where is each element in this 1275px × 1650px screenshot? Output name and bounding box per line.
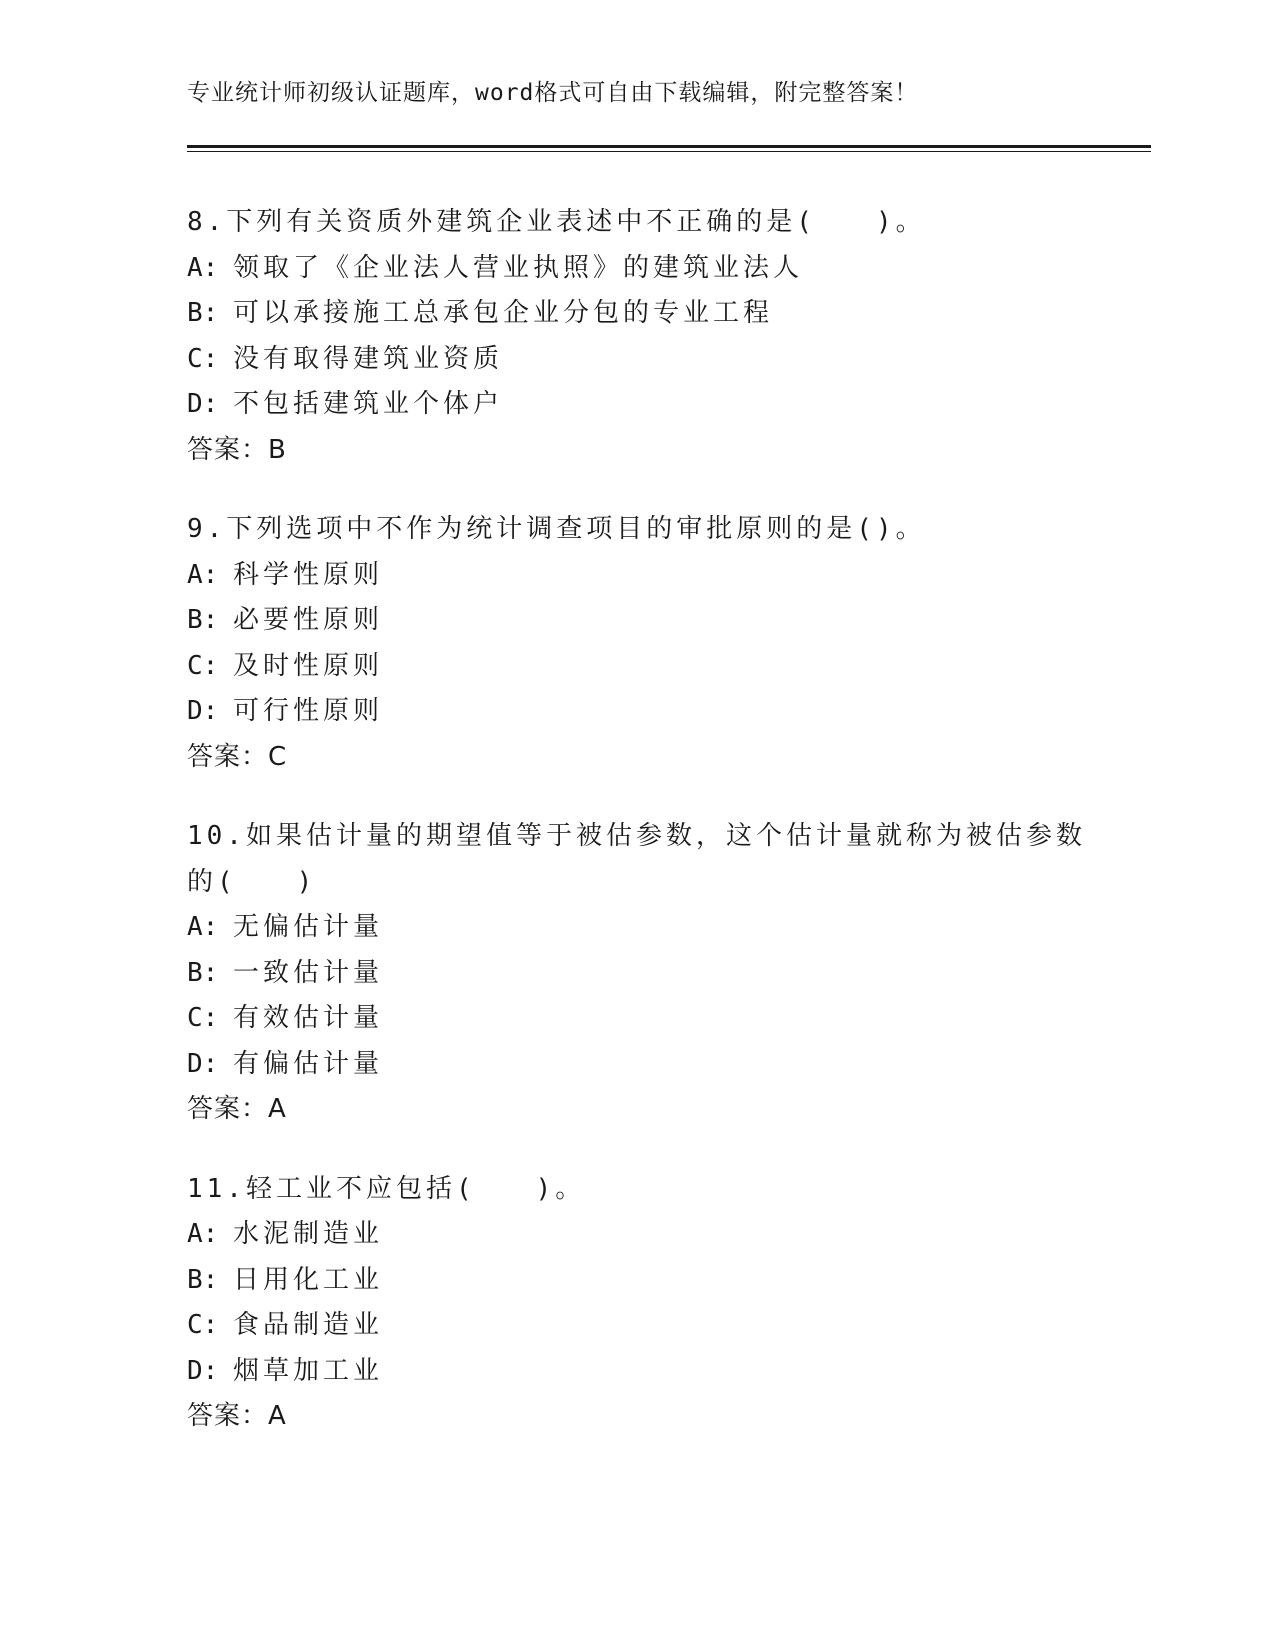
option-letter: D: bbox=[187, 1355, 219, 1386]
option-text: 必要性原则 bbox=[233, 605, 384, 635]
option-text: 一致估计量 bbox=[233, 957, 384, 988]
option-b bbox=[187, 291, 1151, 337]
question-list bbox=[187, 200, 1151, 1474]
option-d bbox=[187, 1042, 1151, 1088]
option-text: 可行性原则 bbox=[233, 696, 384, 726]
option-letter: A: bbox=[187, 559, 219, 590]
option-b bbox=[187, 598, 1151, 644]
option-text: 及时性原则 bbox=[233, 650, 384, 681]
page-header: 专业统计师初级认证题库，word格式可自由下载编辑，附完整答案！ bbox=[187, 80, 919, 106]
header-rule-thick bbox=[187, 145, 1151, 148]
option-a bbox=[187, 553, 1151, 599]
option-text: 领取了《企业法人营业执照》的建筑业法人 bbox=[233, 252, 804, 283]
option-letter: B: bbox=[187, 298, 219, 328]
option-text: 日用化工业 bbox=[233, 1264, 384, 1295]
option-text: 可以承接施工总承包企业分包的专业工程 bbox=[233, 298, 774, 328]
option-letter: B: bbox=[187, 957, 219, 988]
option-letter: C: bbox=[187, 1003, 219, 1033]
question-9 bbox=[187, 507, 1151, 780]
option-d bbox=[187, 382, 1151, 428]
option-c bbox=[187, 337, 1151, 383]
option-letter: C: bbox=[187, 343, 219, 374]
option-a bbox=[187, 1212, 1151, 1258]
option-c bbox=[187, 1303, 1151, 1349]
option-letter: C: bbox=[187, 1310, 219, 1340]
answer-line: 答案：B bbox=[187, 434, 287, 465]
option-letter: A: bbox=[187, 1219, 219, 1249]
option-c bbox=[187, 996, 1151, 1042]
option-d bbox=[187, 1349, 1151, 1395]
option-letter: D: bbox=[187, 1048, 219, 1079]
option-b bbox=[187, 1258, 1151, 1304]
option-b bbox=[187, 951, 1151, 997]
answer-line: 答案：C bbox=[187, 741, 288, 772]
option-a bbox=[187, 246, 1151, 292]
question-10 bbox=[187, 814, 1151, 1133]
option-letter: B: bbox=[187, 605, 219, 635]
option-a bbox=[187, 905, 1151, 951]
option-text: 无偏估计量 bbox=[233, 912, 384, 942]
option-d bbox=[187, 689, 1151, 735]
option-text: 水泥制造业 bbox=[233, 1219, 384, 1249]
question-stem: 9.下列选项中不作为统计调查项目的审批原则的是()。 bbox=[187, 514, 926, 544]
option-letter: D: bbox=[187, 696, 219, 726]
question-stem: 8.下列有关资质外建筑企业表述中不正确的是( )。 bbox=[187, 207, 926, 237]
option-text: 食品制造业 bbox=[233, 1310, 384, 1340]
question-stem: 10.如果估计量的期望值等于被估参数，这个估计量就称为被估参数的( ) bbox=[187, 821, 1086, 897]
option-text: 有效估计量 bbox=[233, 1003, 384, 1033]
question-stem: 11.轻工业不应包括( )。 bbox=[187, 1173, 586, 1204]
header-rule-thin bbox=[187, 151, 1151, 152]
option-text: 烟草加工业 bbox=[233, 1355, 384, 1386]
option-letter: D: bbox=[187, 389, 219, 419]
option-c bbox=[187, 644, 1151, 690]
option-text: 有偏估计量 bbox=[233, 1048, 384, 1079]
answer-line: 答案：A bbox=[187, 1401, 287, 1431]
option-letter: B: bbox=[187, 1264, 219, 1295]
option-text: 不包括建筑业个体户 bbox=[233, 389, 504, 419]
option-letter: A: bbox=[187, 912, 219, 942]
option-text: 没有取得建筑业资质 bbox=[233, 343, 504, 374]
option-letter: A: bbox=[187, 252, 219, 283]
answer-line: 答案：A bbox=[187, 1094, 287, 1124]
question-8 bbox=[187, 200, 1151, 473]
option-text: 科学性原则 bbox=[233, 559, 384, 590]
option-letter: C: bbox=[187, 650, 219, 681]
question-11 bbox=[187, 1167, 1151, 1440]
